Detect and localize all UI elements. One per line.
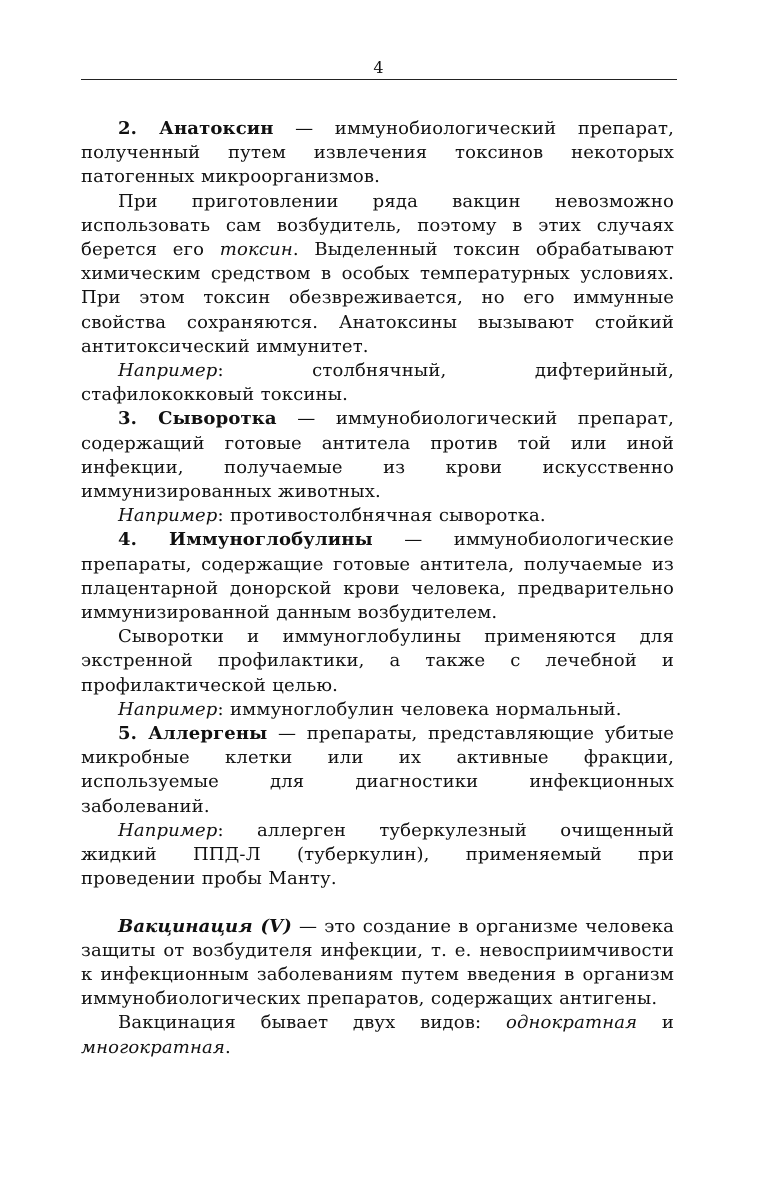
paragraph-example-serum [81,504,674,528]
paragraph-vaccination [81,915,674,1012]
term-immunoglobulins: 4. Иммуноглобулины [118,529,373,551]
example-text: : противостолбнячная сыворотка. [217,505,546,527]
term-serum: 3. Сыворотка [118,408,277,430]
header-rule [81,79,677,80]
definition-allergens: — препараты, представляющие убитые микробные клетки или их активные фракции, используемые для диагностики инфекционных заболеваний. [81,723,675,817]
example-label: Например [118,698,218,720]
example-label: Например [118,505,218,527]
emphasis-toxin: токсин [219,239,293,261]
example-label: Например [118,819,218,841]
text-segment: и [637,1012,674,1034]
text-segment: Вакцинация бывает двух видов: [118,1012,506,1034]
paragraph-anatoxin [81,117,674,190]
example-text: : аллерген туберкулезный очищенный жидкий ППД-Л (туберкулин), применяемый при проведении пробы Манту. [81,819,674,890]
term-allergens: 5. Аллергены [118,723,268,745]
definition-serum: — иммунобиологический препарат, содержащий готовые антитела против той или иной инфекции, получаемые из крови искусственно иммунизированных животных. [81,408,674,503]
term-vaccination: Вакцинация (V) [118,915,292,937]
example-label: Например [118,360,218,382]
paragraph-immunoglobulins [81,528,674,625]
example-text: : иммуноглобулин человека нормальный. [217,698,622,720]
paragraph-allergens [81,722,674,819]
text-segment: . [224,1036,231,1058]
text-segment: При приготовлении ряда вакцин невозможно использовать сам возбудитель, поэтому в этих случаях берется его [81,190,674,261]
example-text: : столбнячный, дифтерийный, стафилококковый токсины. [81,360,674,406]
emphasis-single: однократная [505,1012,638,1034]
page-body [81,117,674,1060]
paragraph-example-allergen [81,819,674,892]
paragraph-example-toxins [81,359,674,407]
definition-vaccination: — это создание в организме человека защиты от возбудителя инфекции, т. е. невосприимчивости к инфекционным заболеваниям путем введения в организм иммунобиологических препаратов, содержащих антигены. [81,915,674,1010]
paragraph-vaccination-types [81,1011,674,1059]
paragraph-serum [81,407,674,504]
term-anatoxin: 2. Анатоксин [118,118,274,139]
definition-immunoglobulins: — иммунобиологические препараты, содержащие готовые антитела, получаемые из плацентарной донорской крови человека, предварительно иммунизированной данным возбудителем. [81,529,674,624]
definition-anatoxin: — иммунобиологический препарат, полученный путем извлечения токсинов некоторых патогенных микроорганизмов. [81,118,674,188]
paragraph-anatoxin-preparation [81,190,674,359]
emphasis-multiple: многократная [81,1036,225,1058]
text-segment: . Выделенный токсин обрабатывают химическим средством в особых температурных условиях. При этом токсин обезвреживается, но его иммунные свойства сохраняются. Анатоксины вызывают стойкий антитоксический иммунитет. [81,239,674,357]
page-number: 4 [373,58,384,77]
paragraph-serum-usage [81,625,674,698]
paragraph-example-immunoglobulin [81,698,674,722]
text-segment: Сыворотки и иммуноглобулины применяются для экстренной профилактики, а также с лечебной и профилактической целью. [81,626,674,696]
